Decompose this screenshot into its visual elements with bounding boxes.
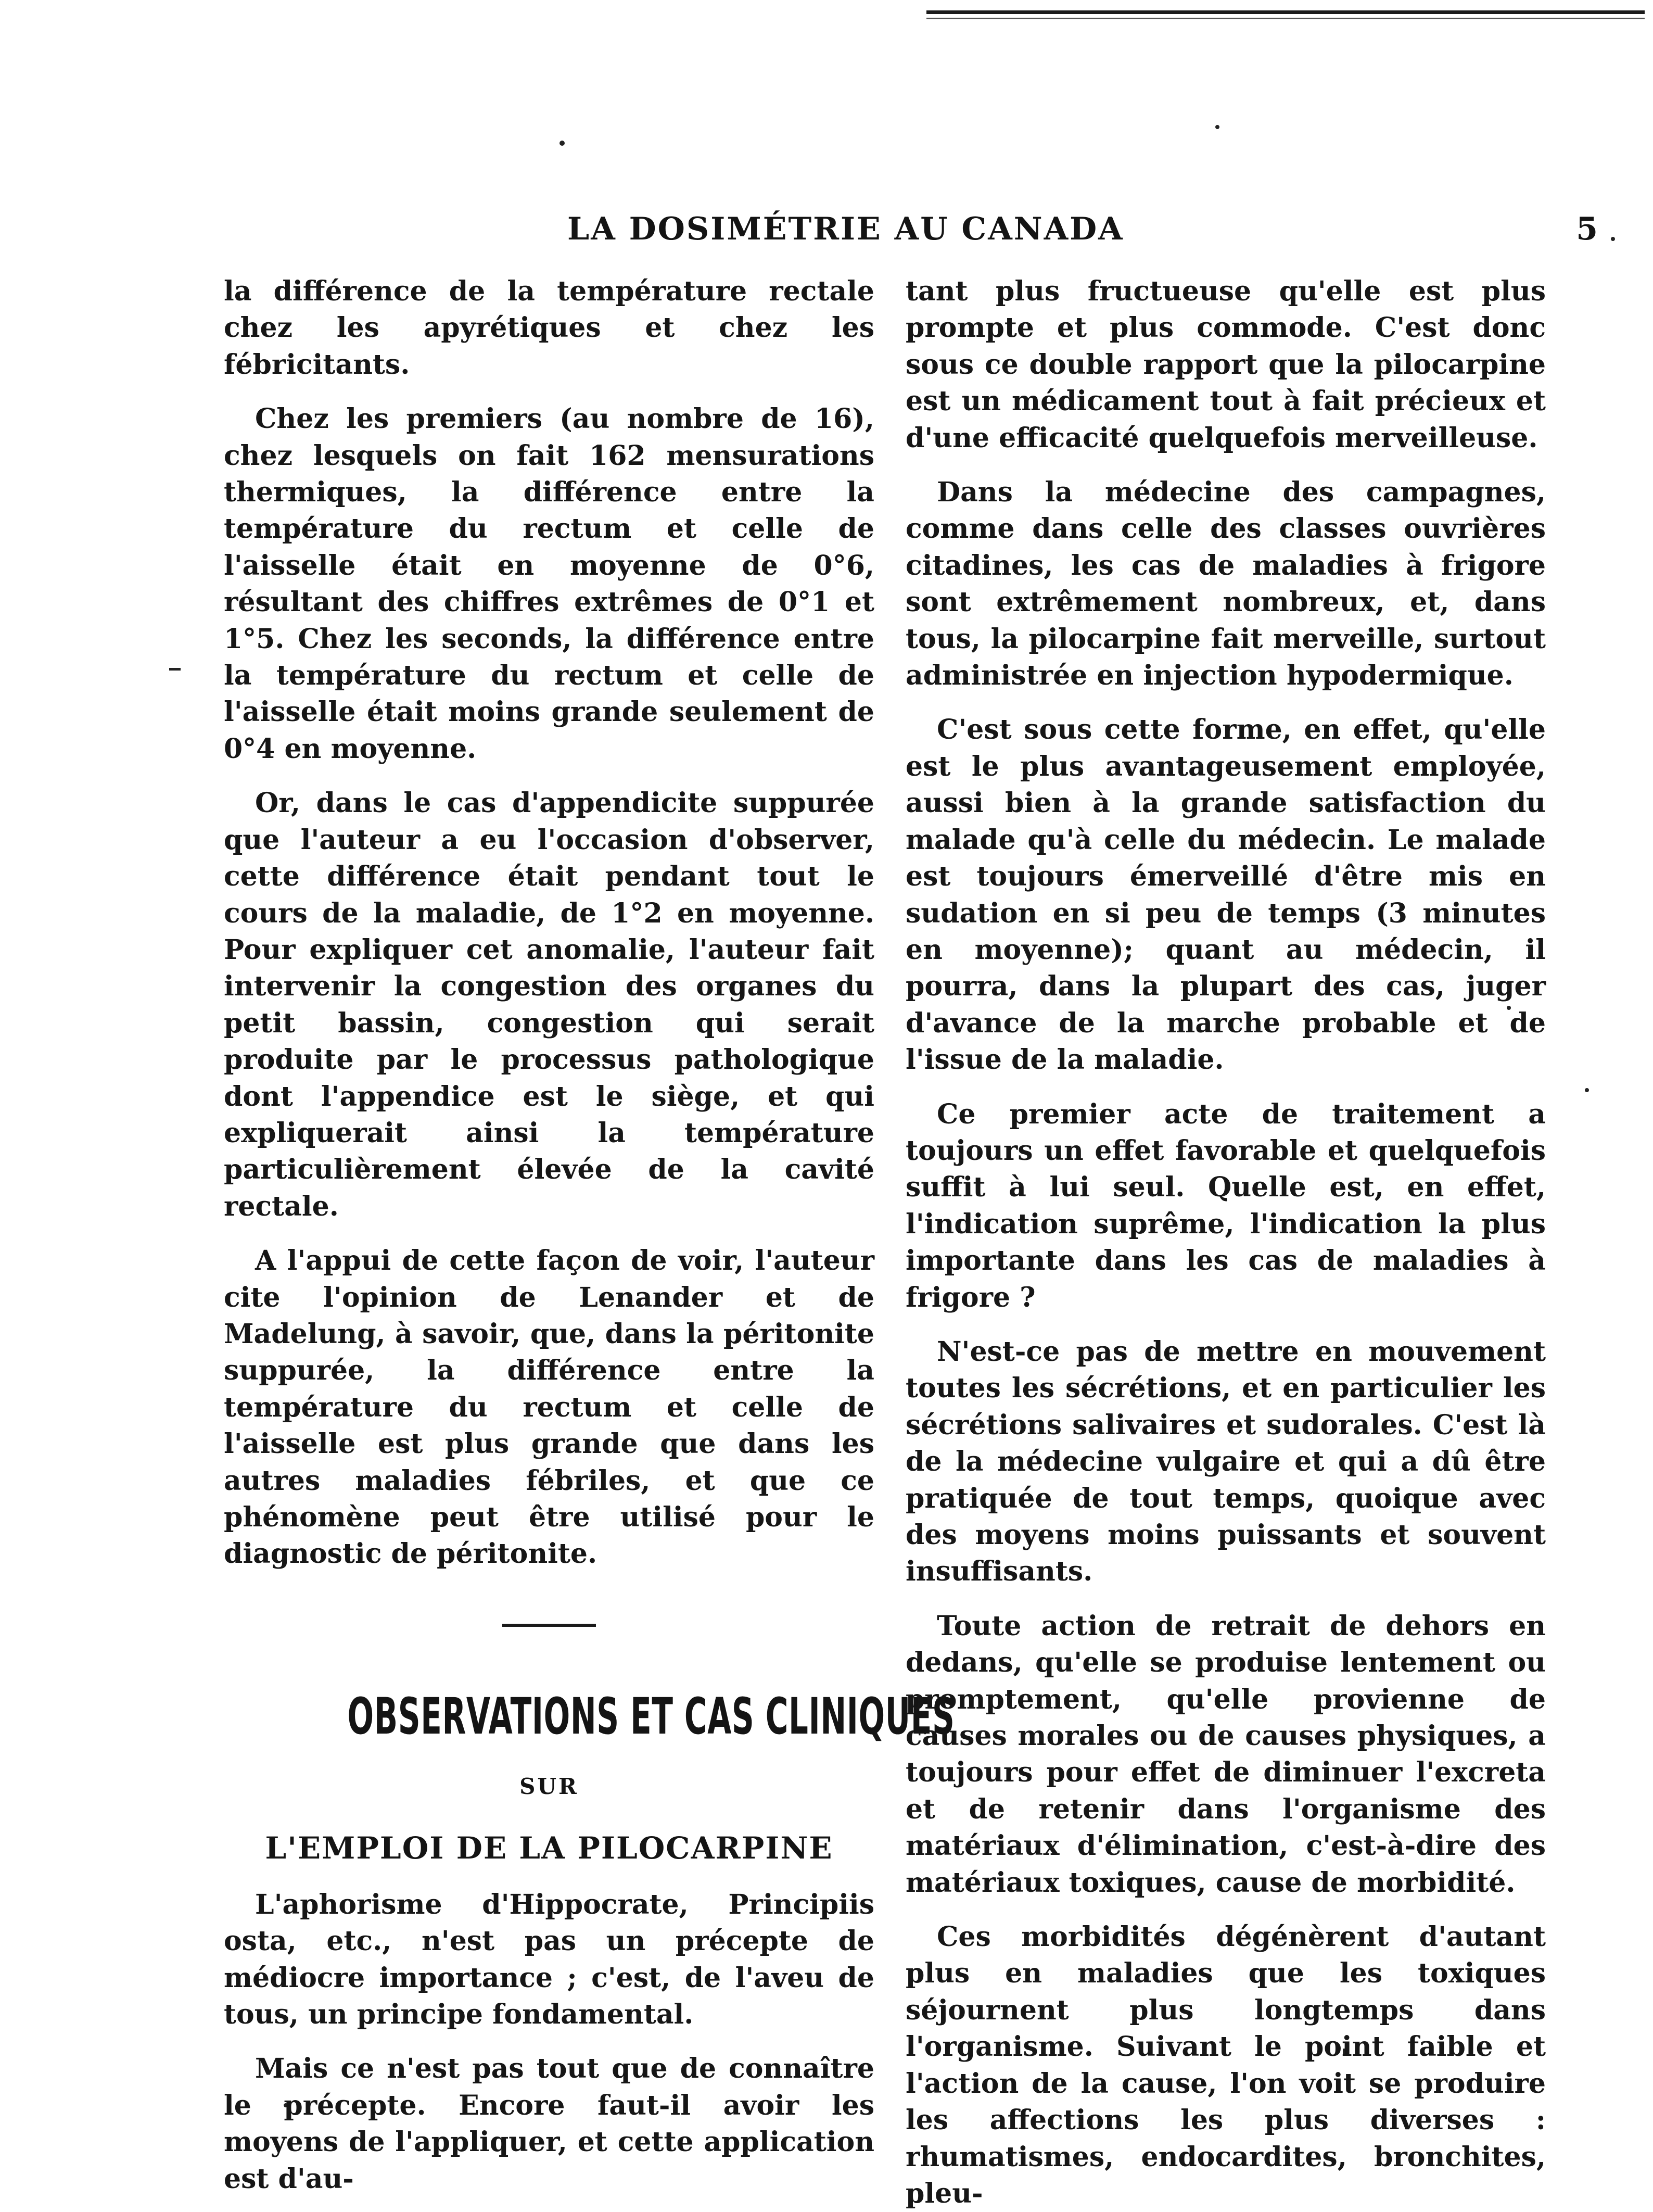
- speck: [1215, 125, 1219, 129]
- paragraph: L'aphorisme d'Hippocrate, Principiis osta, etc., n'est pas un précepte de médiocre importance ; c'est, de l'aveu de tous, un principe fondamental.: [224, 1888, 874, 2031]
- speck: [560, 141, 565, 146]
- paragraph: N'est-ce pas de mettre en mouvement toutes les sécrétions, et en particulier les sécrétions salivaires et sudorales. C'est là de la médecine vulgaire et qui a dû être pratiquée de tout temps, quoique avec des moyens moins puissants et souvent insuffisants.: [906, 1335, 1546, 1588]
- top-rule: [926, 10, 1645, 14]
- paragraph: Mais ce n'est pas tout que de connaître le précepte. Encore faut-il avoir les moyens de l'appliquer, et cette application est d'au-: [224, 2053, 874, 2195]
- section-title: OBSERVATIONS ET CAS CLINIQUES: [347, 1687, 955, 1746]
- right-column: [906, 273, 1546, 2212]
- paragraph: A l'appui de cette façon de voir, l'auteur cite l'opinion de Lenander et de Madelung, à savoir, que, dans la péritonite suppurée, la différence entre la température du rectum et celle de l'aisselle est plus grande que dans les autres maladies fébriles, et que ce phénomène peut être utilisé pour le diagnostic de péritonite.: [224, 1245, 874, 1570]
- section-separator: [502, 1624, 596, 1627]
- speck: [1585, 1088, 1589, 1092]
- paragraph: Ce premier acte de traitement a toujours un effet favorable et quelquefois suffit à lui seul. Quelle est, en effet, l'indication suprême, l'indication la plus importante dans les cas de maladies à frigore ?: [906, 1098, 1546, 1313]
- page-number: 5: [1576, 211, 1598, 247]
- margin-mark: [169, 668, 181, 671]
- paragraph: Or, dans le cas d'appendicite suppurée que l'auteur a eu l'occasion d'observer, cette différence était pendant tout le cours de la maladie, de 1°2 en moyenne. Pour expliquer cet anomalie, l'auteur fait intervenir la congestion des organes du petit bassin, congestion qui serait produite par le processus pathologique dont l'appendice est le siège, et qui expliquerait ainsi la température particulièrement élevée de la cavité rectale.: [224, 787, 874, 1222]
- page-header: [224, 211, 1598, 252]
- paragraph: Toute action de retrait de dehors en dedans, qu'elle se produise lentement ou promptement, qu'elle provienne de causes morales ou de causes physiques, a toujours pour effet de diminuer l'excreta et de retenir dans l'organisme des matériaux d'élimination, c'est-à-dire des matériaux toxiques, cause de morbidité.: [906, 1610, 1546, 1899]
- section-subtitle: L'EMPLOI DE LA PILOCARPINE: [265, 1830, 833, 1866]
- running-title: LA DOSIMÉTRIE AU CANADA: [567, 211, 1124, 247]
- paragraph: C'est sous cette forme, en effet, qu'elle est le plus avantageusement employée, aussi bien à la grande satisfaction du malade qu'à celle du médecin. Le malade est toujours émerveillé d'être mis en sudation en si peu de temps (3 minutes en moyenne); quant au médecin, il pourra, dans la plupart des cas, juger d'avance de la marche probable et de l'issue de la maladie.: [906, 714, 1546, 1076]
- top-rule-thin: [926, 18, 1645, 19]
- section-sub: SUR: [519, 1773, 579, 1799]
- left-column: [224, 273, 955, 2197]
- speck: [1611, 237, 1615, 241]
- paragraph: Dans la médecine des campagnes, comme dans celle des classes ouvrières citadines, les cas de maladies à frigore sont extrêmement nombreux, et, dans tous, la pilocarpine fait merveille, surtout administrée en injection hypodermique.: [906, 476, 1546, 692]
- paragraph: Ces morbidités dégénèrent d'autant plus en maladies que les toxiques séjournent plus longtemps dans l'organisme. Suivant le point faible et l'action de la cause, l'on voit se produire les affections les plus diverses : rhumatismes, endocardites, bronchites, pleu-: [906, 1921, 1546, 2209]
- paragraph: la différence de la température rectale chez les apyrétiques et chez les fébricitants.: [224, 275, 874, 381]
- paragraph: Chez les premiers (au nombre de 16), chez lesquels on fait 162 mensurations thermiques, la différence entre la température du rectum et celle de l'aisselle était en moyenne de 0°6, résultant des chiffres extrêmes de 0°1 et 1°5. Chez les seconds, la différence entre la température du rectum et celle de l'aisselle était moins grande seulement de 0°4 en moyenne.: [224, 403, 874, 765]
- paragraph: tant plus fructueuse qu'elle est plus prompte et plus commode. C'est donc sous ce double rapport que la pilocarpine est un médicament tout à fait précieux et d'une efficacité quelquefois merveilleuse.: [906, 275, 1546, 454]
